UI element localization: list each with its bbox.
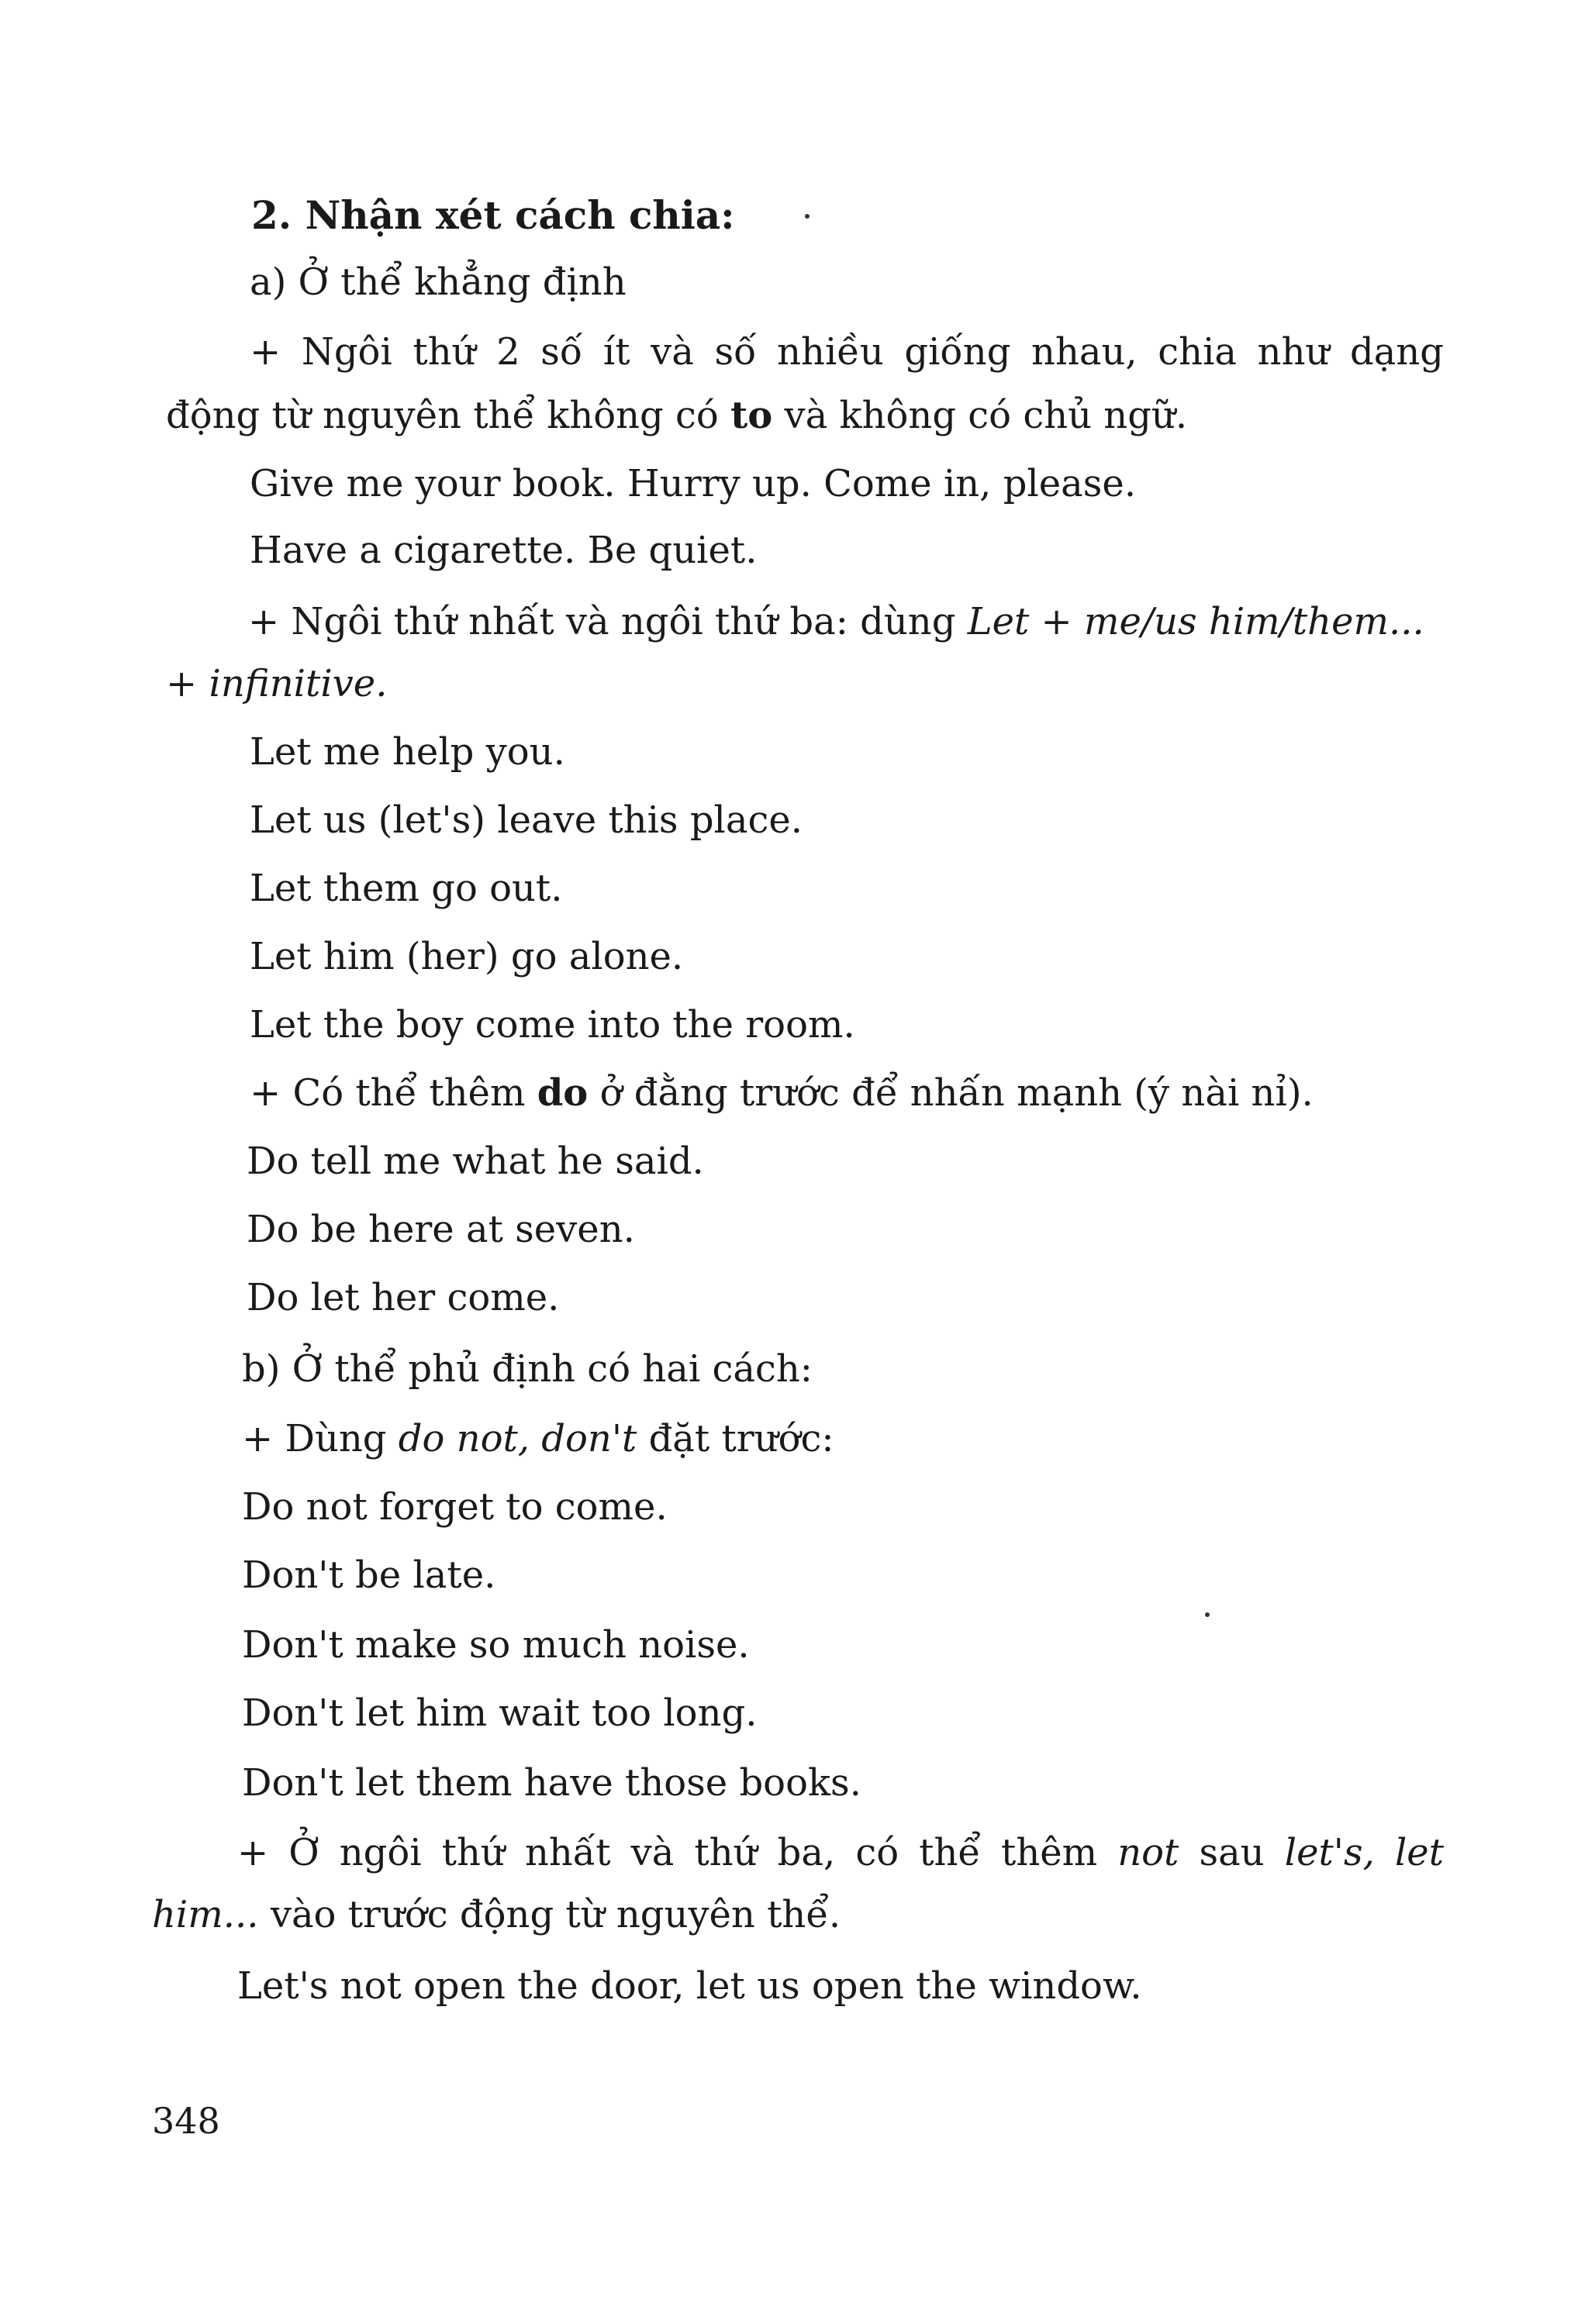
example-let-1: Let me help you. — [250, 730, 565, 774]
rule-5-line-2 — [152, 1891, 841, 1938]
example-do-2: Do be here at seven. — [247, 1208, 635, 1251]
example-let-2: Let us (let's) leave this place. — [250, 798, 803, 842]
subsection-a-title: a) Ở thể khẳng định — [250, 260, 627, 304]
section-heading: 2. Nhận xét cách chia: — [251, 192, 735, 238]
subsection-b-title: b) Ở thể phủ định có hai cách: — [242, 1347, 813, 1391]
rule-1-text-b: và không có chủ ngữ. — [772, 394, 1188, 437]
rule-2-text-a: + Ngôi thứ nhất và ngôi thứ ba: dùng — [248, 600, 968, 643]
example-do-3: Do let her come. — [247, 1276, 560, 1319]
rule-4-text-a: + Dùng — [242, 1417, 399, 1460]
rule-3-keyword-do: do — [537, 1071, 589, 1115]
rule-4 — [242, 1415, 834, 1462]
scan-speck — [1205, 1612, 1210, 1617]
rule-5-word-him: him... — [152, 1893, 259, 1936]
rule-3 — [250, 1070, 1314, 1116]
example-neg-1: Do not forget to come. — [242, 1485, 668, 1529]
rule-5-text-a: + Ở ngôi thứ nhất và thứ ba, có thể thêm — [237, 1831, 1118, 1874]
rule-3-text-b: ở đằng trước để nhấn mạnh (ý nài nỉ). — [588, 1071, 1314, 1115]
rule-5-text-b: sau — [1179, 1831, 1285, 1874]
rule-1-line-2 — [166, 392, 1187, 439]
example-do-1: Do tell me what he said. — [247, 1140, 704, 1183]
rule-1-line-1: + Ngôi thứ 2 số ít và số nhiều giống nhau, chia như dạng — [250, 330, 1444, 374]
example-let-4: Let him (her) go alone. — [250, 935, 684, 978]
example-neg-3: Don't make so much noise. — [242, 1623, 750, 1667]
rule-5-line-1 — [237, 1829, 1444, 1876]
rule-2-line-1 — [248, 598, 1424, 645]
example-neg-4: Don't let him wait too long. — [242, 1691, 758, 1735]
example-neg-5: Don't let them have those books. — [242, 1761, 861, 1805]
rule-2-formula: Let + me/us him/them... — [967, 600, 1424, 643]
example-give: Give me your book. Hurry up. Come in, please. — [250, 462, 1137, 505]
rule-2-line-2: + infinitive. — [166, 662, 388, 705]
rule-5-word-lets: let's, let — [1284, 1831, 1444, 1874]
example-let-3: Let them go out. — [250, 867, 563, 910]
example-let-5: Let the boy come into the room. — [250, 1003, 855, 1046]
scan-speck — [805, 214, 810, 219]
example-have: Have a cigarette. Be quiet. — [250, 529, 758, 572]
page-number: 348 — [152, 2100, 220, 2142]
example-last: Let's not open the door, let us open the window. — [237, 1964, 1142, 2008]
rule-4-text-b: đặt trước: — [637, 1417, 834, 1460]
rule-3-text-a: + Có thể thêm — [250, 1071, 537, 1115]
rule-5-word-not: not — [1117, 1831, 1179, 1874]
example-neg-2: Don't be late. — [242, 1553, 496, 1597]
rule-5-text-c: vào trước động từ nguyên thể. — [258, 1893, 841, 1936]
rule-4-formula: do not, don't — [398, 1417, 637, 1460]
rule-1-keyword-to: to — [730, 394, 773, 437]
rule-1-text-a: động từ nguyên thể không có — [166, 394, 731, 437]
